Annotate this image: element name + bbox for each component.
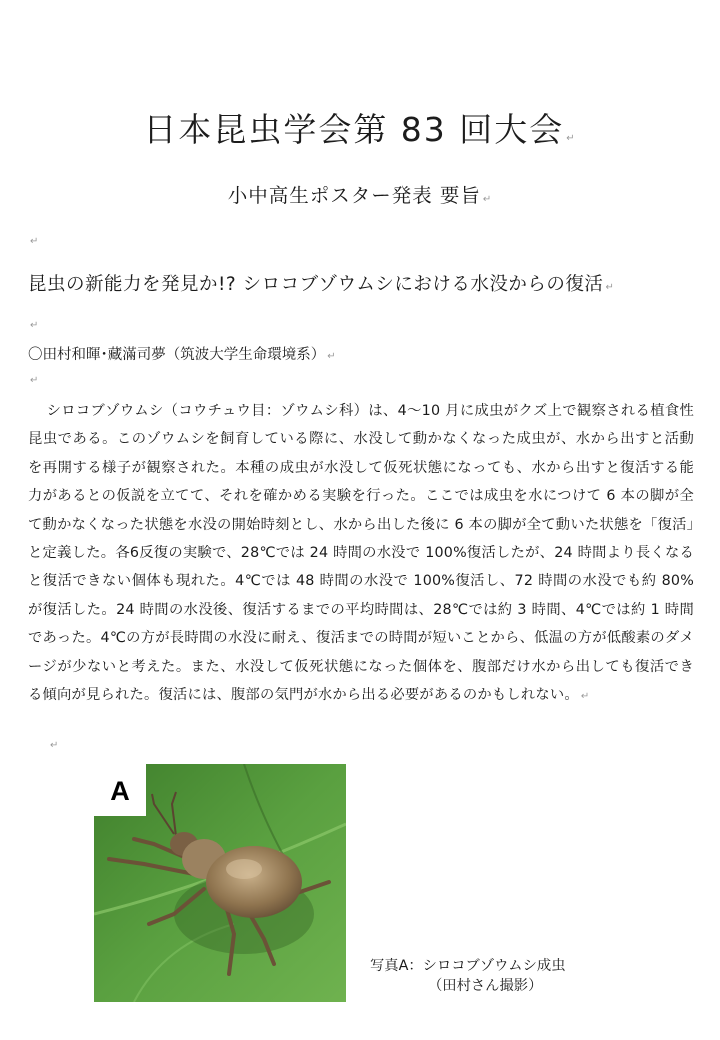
poster-title: 昆虫の新能力を発見か!? シロコブゾウムシにおける水没からの復活 ↵ bbox=[28, 274, 615, 295]
photo-credit: （田村さん撮影） bbox=[428, 978, 543, 994]
weevil-photo bbox=[94, 764, 346, 1002]
photo-caption: 写真A：シロコブゾウムシ成虫 （田村さん撮影） bbox=[370, 958, 566, 994]
paragraph-mark: ↵ bbox=[30, 236, 39, 247]
paragraph-mark: ↵ bbox=[50, 740, 59, 751]
abstract-body: シロコブゾウムシ（コウチュウ目：ゾウムシ科）は、4～10 月に成虫がクズ上で観察される植食性昆虫である。このゾウムシを飼育している際に、水没して動かなくなった成虫が、水から出すと活動を再開する様子が観察された。本種の成虫が水没して仮死状態になっても、水から出すと復活する能力があるとの仮説を立てて、それを確かめる実験を行った。ここでは成虫を水につけて 6 本の脚が全て動かなくなった状態を水没の開始時刻とし、水から出した後に 6 本の脚が全て動いた状態を「復活」と定義した。各6反復の実験で、28℃では 24 時間の水没で 100%復活したが、24 時間より長くなると復活できない個体も現れた。4℃では 48 時間の水没で 100%復活し、72 時間の水没でも約 80%が復活した。24 時間の水没後、復活するまでの平均時間は、28℃では約 3 時間、4℃では約 1 時間であった。4℃の方が長時間の水没に耐え、復活までの時間が短いことから、低温の方が低酸素のダメージが少ないと考えた。また、水没して仮死状態になった個体を、腹部だけ水から出しても復活できる傾向が見られた。復活には、腹部の気門が水から出る必要があるのかもしれない。 ↵ bbox=[28, 403, 694, 704]
authors-line: 〇田村和暉･藏滿司夢（筑波大学生命環境系） ↵ bbox=[28, 347, 336, 363]
paragraph-mark: ↵ bbox=[30, 375, 39, 386]
section-subtitle: 小中高生ポスター発表 要旨 ↵ bbox=[227, 184, 493, 207]
panel-label: A bbox=[94, 764, 146, 816]
paragraph-mark: ↵ bbox=[30, 320, 39, 331]
conference-title: 日本昆虫学会第 83 回大会 ↵ bbox=[143, 110, 577, 149]
